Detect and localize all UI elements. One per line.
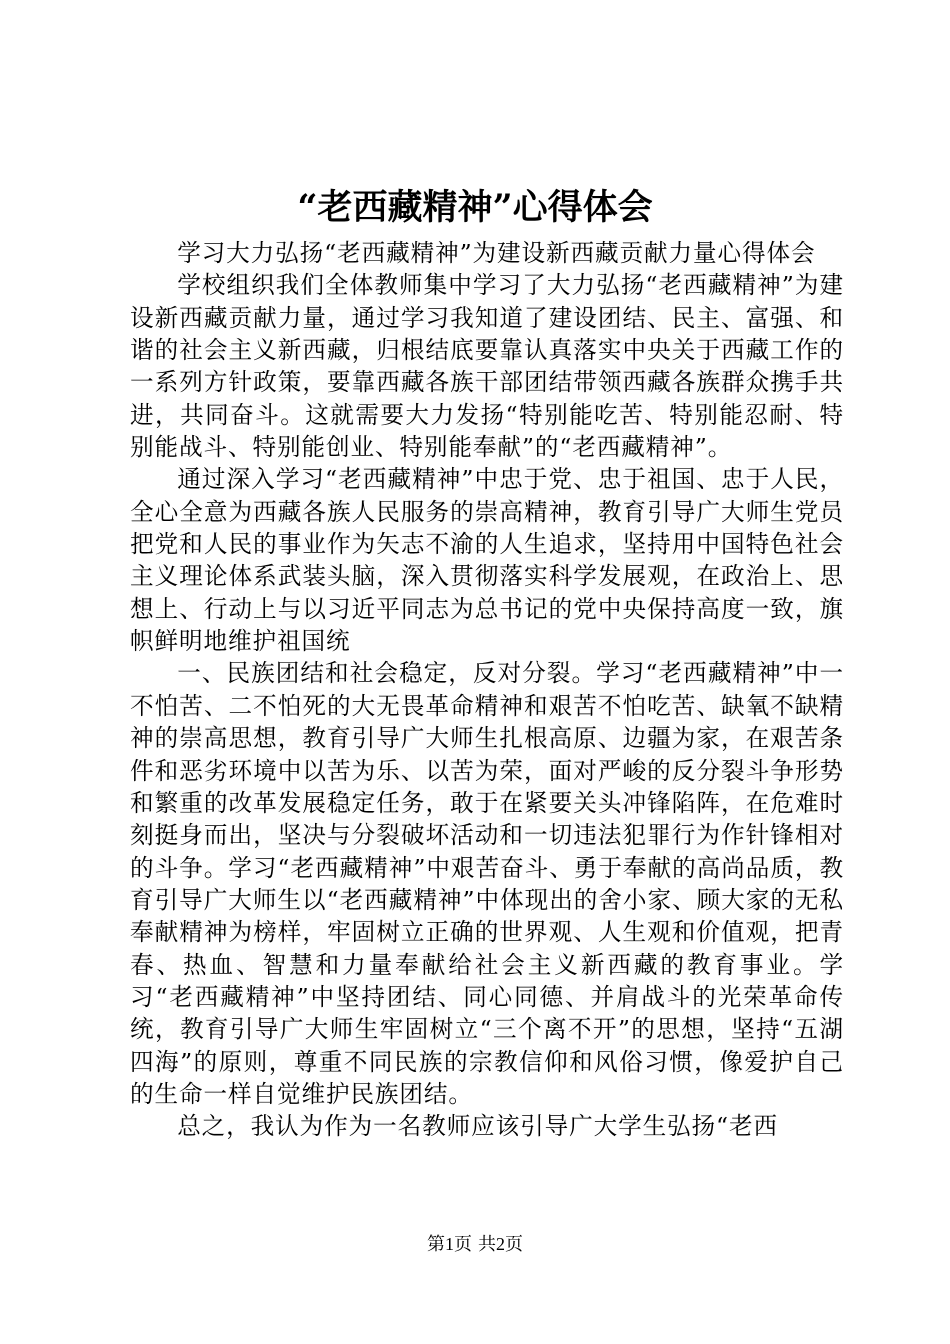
body-paragraph: 通过深入学习“老西藏精神”中忠于党、忠于祖国、忠于人民，全心全意为西藏各族人民服务的崇高精神，教育引导广大师生党员把党和人民的事业作为矢志不渝的人生追求，坚持用中国特色社会主义理论体系武装头脑，深入贯彻落实科学发展观，在政治上、思想上、行动上与以习近平同志为总书记的党中央保持高度一致，旗帜鲜明地维护祖国统 (130, 465, 844, 656)
page-number: 第1页 (427, 1234, 472, 1254)
document-body (130, 237, 844, 1143)
body-paragraph: 总之，我认为作为一名教师应该引导广大学生弘扬“老西 (177, 1112, 778, 1141)
body-paragraph: 一、民族团结和社会稳定，反对分裂。学习“老西藏精神”中一不怕苦、二不怕死的大无畏革命精神和艰苦不怕吃苦、缺氧不缺精神的崇高思想，教育引导广大师生扎根高原、边疆为家，在艰苦条件和恶劣环境中以苦为乐、以苦为荣，面对严峻的反分裂斗争形势和繁重的改革发展稳定任务，敢于在紧要关头冲锋陷阵，在危难时刻挺身而出，坚决与分裂破坏活动和一切违法犯罪行为作针锋相对的斗争。学习“老西藏精神”中艰苦奋斗、勇于奉献的高尚品质，教育引导广大师生以“老西藏精神”中体现出的舍小家、顾大家的无私奉献精神为榜样，牢固树立正确的世界观、人生观和价值观，把青春、热血、智慧和力量奉献给社会主义新西藏的教育事业。学习“老西藏精神”中坚持团结、同心同德、并肩战斗的光荣革命传统，教育引导广大师生牢固树立“三个离不开”的思想，坚持“五湖四海”的原则，尊重不同民族的宗教信仰和风俗习惯，像爱护自己的生命一样自觉维护民族团结。 (130, 659, 844, 1108)
body-paragraph: 学校组织我们全体教师集中学习了大力弘扬“老西藏精神”为建设新西藏贡献力量，通过学习我知道了建设团结、民主、富强、和谐的社会主义新西藏，归根结底要靠认真落实中央关于西藏工作的一系列方针政策，要靠西藏各族干部团结带领西藏各族群众携手共进，共同奋斗。这就需要大力发扬“特别能吃苦、特别能忍耐、特别能战斗、特别能创业、特别能奉献”的“老西藏精神”。 (130, 271, 844, 462)
page-total: 共2页 (478, 1234, 523, 1254)
page-footer (0, 1232, 950, 1256)
document-title: “老西藏精神”心得体会 (297, 187, 653, 228)
subtitle-paragraph: 学习大力弘扬“老西藏精神”为建设新西藏贡献力量心得体会 (177, 239, 816, 267)
